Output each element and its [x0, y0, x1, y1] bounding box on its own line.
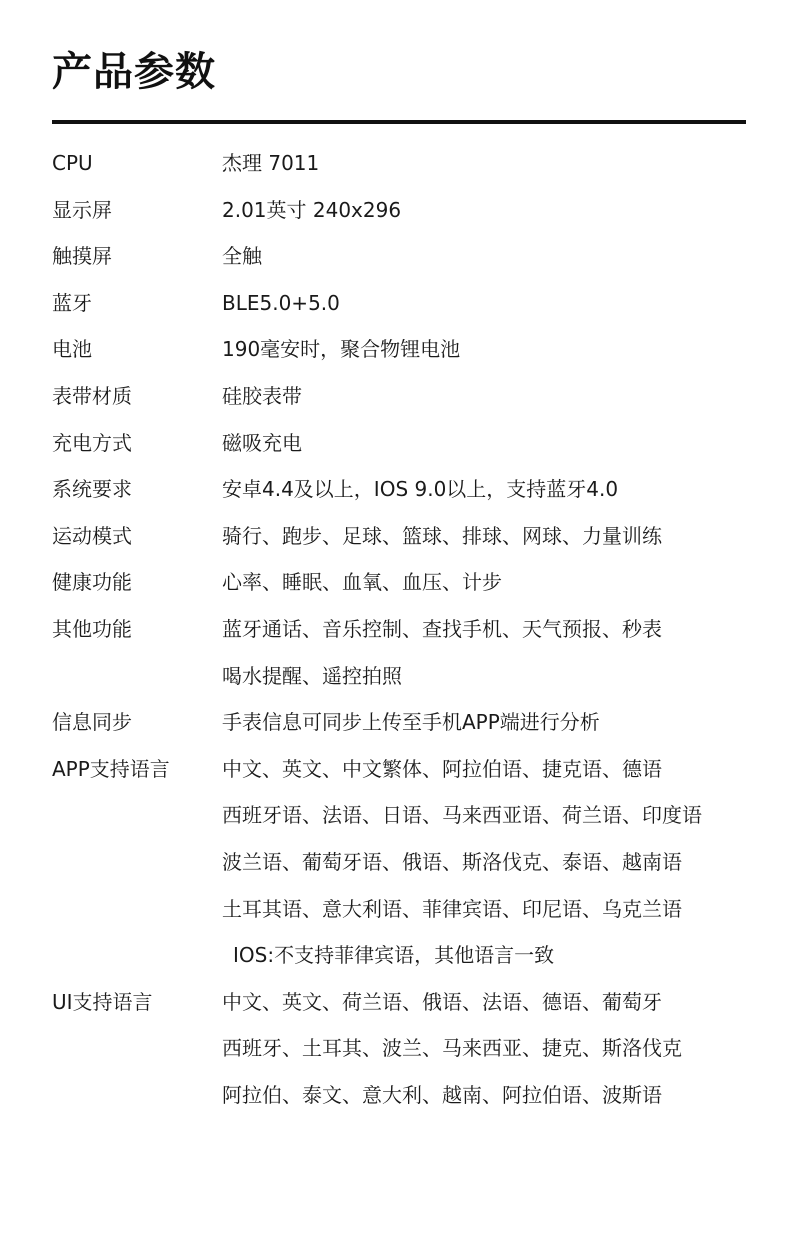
spec-row-ui-languages [52, 979, 752, 1119]
spec-value-line: 190毫安时，聚合物锂电池 [222, 337, 461, 362]
spec-label: 其他功能 [52, 616, 132, 641]
spec-value-line: 心率、睡眠、血氧、血压、计步 [222, 570, 502, 595]
title-divider [52, 120, 746, 124]
spec-value [222, 326, 752, 373]
spec-row-sport-modes [52, 513, 752, 560]
spec-value-line: 硅胶表带 [222, 383, 302, 408]
spec-value [222, 466, 752, 513]
spec-row-bluetooth [52, 280, 752, 327]
spec-label: 充电方式 [52, 430, 132, 455]
spec-row-other-functions [52, 606, 752, 699]
spec-value-line: 安卓4.4及以上，IOS 9.0以上，支持蓝牙4.0 [222, 477, 619, 502]
spec-label: UI支持语言 [52, 989, 153, 1014]
spec-table [52, 140, 752, 1118]
spec-row-system-requirements [52, 466, 752, 513]
spec-value-line: 2.01英寸 240x296 [222, 197, 402, 222]
spec-value [222, 979, 752, 1119]
spec-value-line: 骑行、跑步、足球、篮球、排球、网球、力量训练 [222, 523, 662, 548]
spec-label: 电池 [52, 337, 92, 362]
spec-value [222, 187, 752, 234]
spec-label: 信息同步 [52, 710, 132, 735]
spec-value-line: 手表信息可同步上传至手机APP端进行分析 [222, 710, 600, 735]
spec-value [222, 233, 752, 280]
spec-value-line: 西班牙、土耳其、波兰、马来西亚、捷克、斯洛伐克 [222, 1036, 682, 1061]
page-title: 产品参数 [52, 49, 216, 95]
spec-value-line: 磁吸充电 [222, 430, 302, 455]
spec-value [222, 373, 752, 420]
spec-value [222, 699, 752, 746]
spec-row-info-sync [52, 699, 752, 746]
spec-value-line: 全触 [222, 244, 262, 269]
spec-value [222, 420, 752, 467]
spec-value-line: IOS:不支持菲律宾语，其他语言一致 [233, 943, 555, 968]
spec-label: APP支持语言 [52, 756, 170, 781]
spec-row-battery [52, 326, 752, 373]
spec-value-line: BLE5.0+5.0 [222, 290, 340, 315]
spec-label: 健康功能 [52, 570, 132, 595]
spec-label: CPU [52, 151, 93, 175]
spec-label: 蓝牙 [52, 290, 92, 315]
spec-label: 表带材质 [52, 383, 132, 408]
spec-value-line: 中文、英文、荷兰语、俄语、法语、德语、葡萄牙 [222, 989, 662, 1014]
spec-value-line: 波兰语、葡萄牙语、俄语、斯洛伐克、泰语、越南语 [222, 849, 682, 874]
spec-label: 系统要求 [52, 477, 132, 502]
spec-value [222, 746, 752, 979]
spec-value [222, 513, 752, 560]
spec-label: 显示屏 [52, 197, 112, 222]
spec-value-line: 土耳其语、意大利语、菲律宾语、印尼语、乌克兰语 [222, 896, 682, 921]
spec-label: 运动模式 [52, 523, 132, 548]
spec-row-cpu [52, 140, 752, 187]
spec-value [222, 559, 752, 606]
spec-value [222, 140, 752, 187]
spec-row-health-functions [52, 559, 752, 606]
spec-label: 触摸屏 [52, 244, 112, 269]
spec-value-line: 蓝牙通话、音乐控制、查找手机、天气预报、秒表 [222, 616, 662, 641]
spec-value-line: 西班牙语、法语、日语、马来西亚语、荷兰语、印度语 [222, 803, 702, 828]
spec-value-line: 喝水提醒、遥控拍照 [222, 663, 402, 688]
spec-value-line: 杰理 7011 [222, 151, 320, 175]
spec-row-touchscreen [52, 233, 752, 280]
spec-value-line: 阿拉伯、泰文、意大利、越南、阿拉伯语、波斯语 [222, 1082, 662, 1107]
spec-row-app-languages [52, 746, 752, 979]
spec-row-charging [52, 420, 752, 467]
spec-row-display [52, 187, 752, 234]
spec-value [222, 606, 752, 699]
spec-row-strap-material [52, 373, 752, 420]
spec-value-line: 中文、英文、中文繁体、阿拉伯语、捷克语、德语 [222, 756, 662, 781]
spec-value [222, 280, 752, 327]
